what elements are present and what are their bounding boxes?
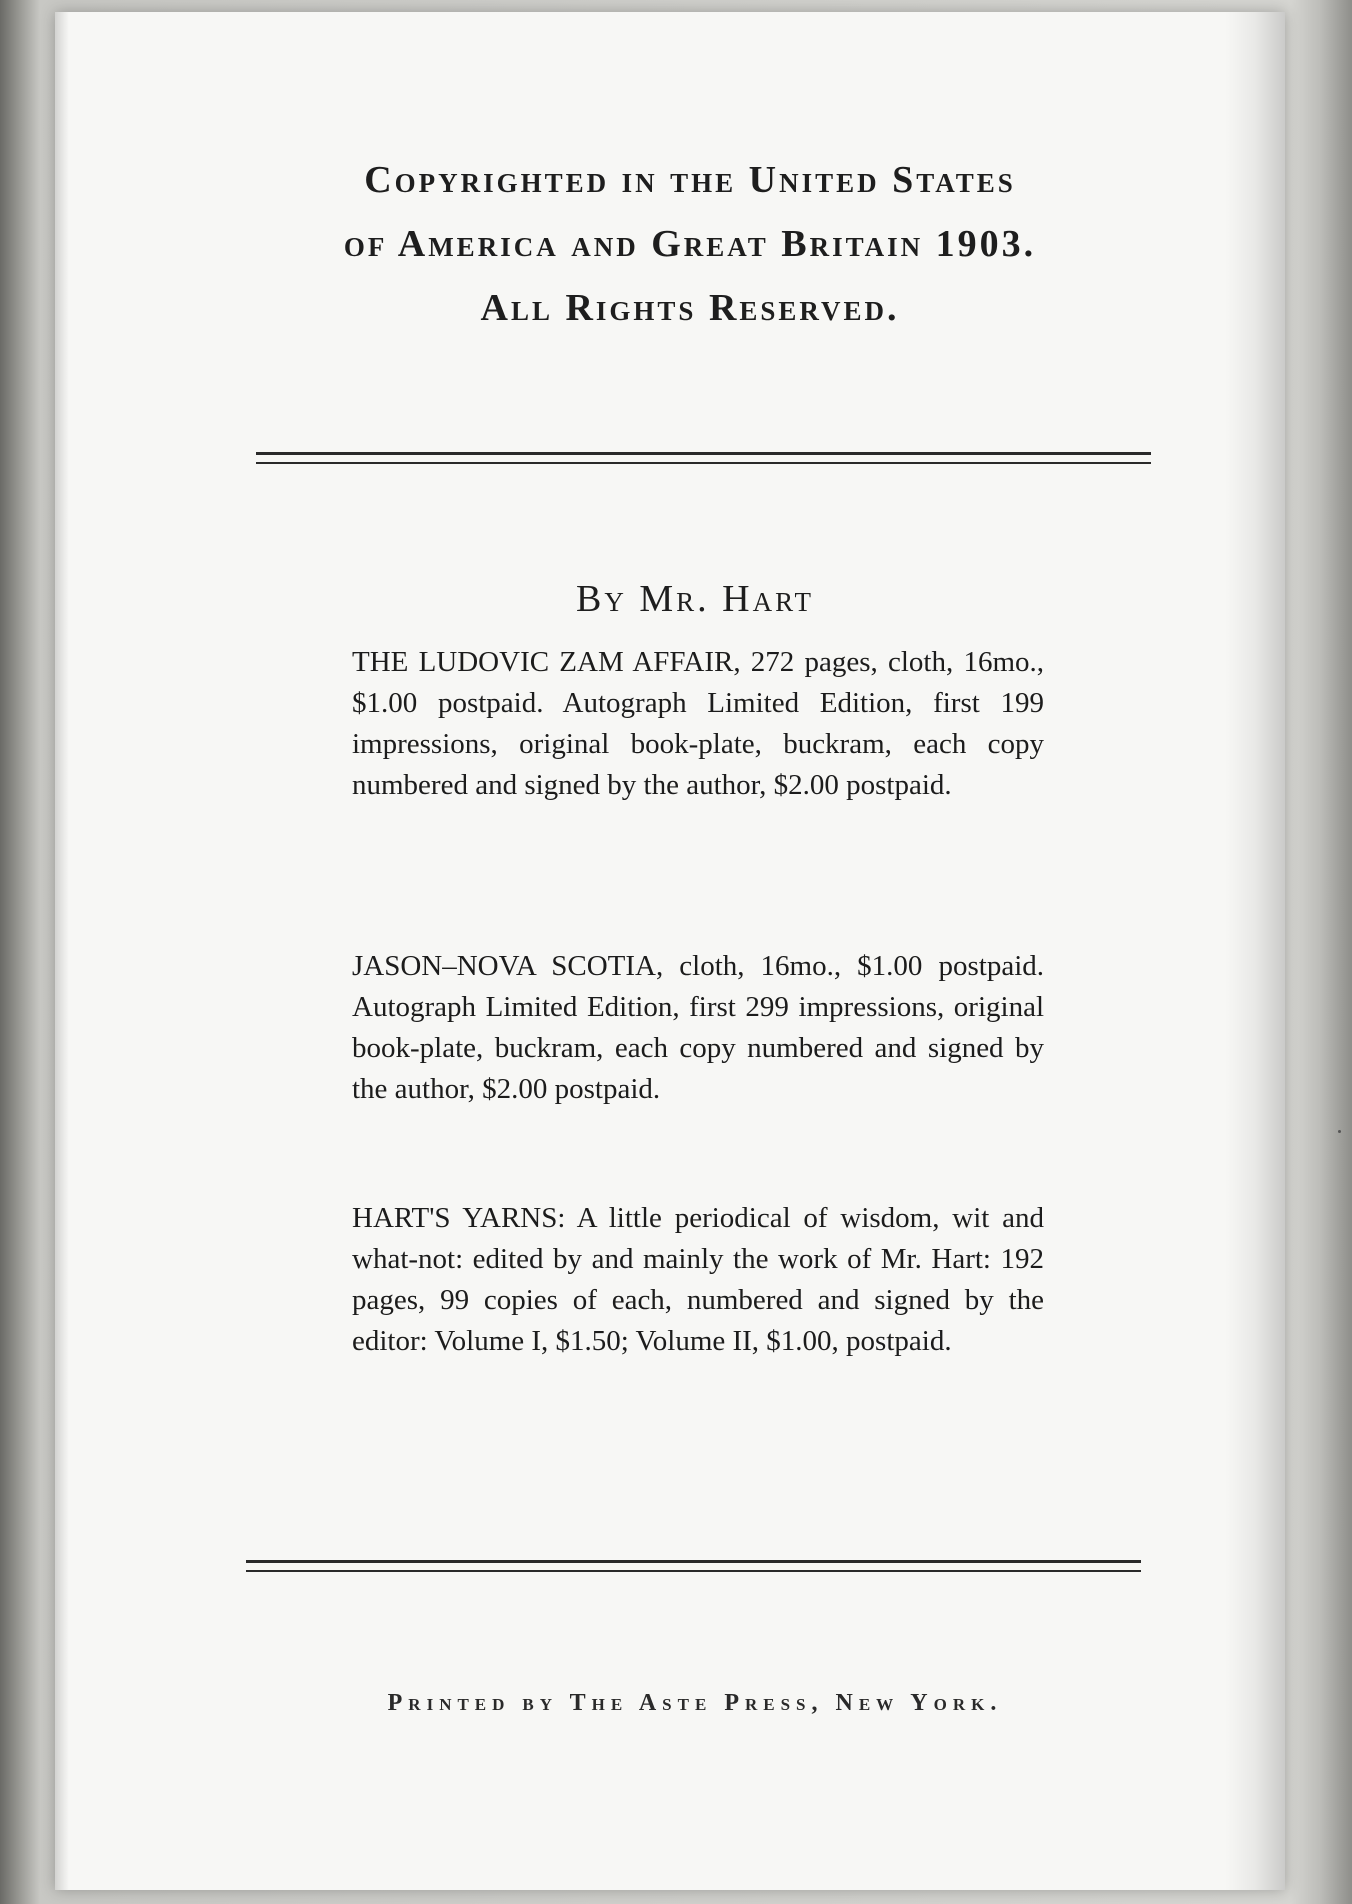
page-edge-shadow: [1225, 12, 1285, 1890]
byline-heading: By Mr. Hart: [576, 578, 814, 620]
copyright-line-3: All Rights Reserved.: [480, 287, 900, 329]
book-entry-harts-yarns: HART'S YARNS: A little periodical of wisdom, wit and what-not: edited by and mainly the work of Mr. Hart: 192 pages, 99 copies of each, numbered and signed by the editor: Volume I, $1.50; Volume II, $1.00, postpaid.: [352, 1202, 1044, 1357]
page-gutter-shadow: [55, 12, 69, 1890]
divider-bottom: [246, 1560, 1141, 1572]
book-entry-jason-nova-scotia: JASON–NOVA SCOTIA, cloth, 16mo., $1.00 postpaid. Autograph Limited Edition, first 299 impressions, original book-plate, buckram, each copy numbered and signed by the author, $2.00 postpaid.: [352, 950, 1044, 1105]
scan-speck: [1338, 1130, 1341, 1133]
copyright-line-2: of America and Great Britain 1903.: [343, 223, 1037, 265]
divider-top: [256, 452, 1151, 464]
printer-imprint: Printed by The Aste Press, New York.: [387, 1690, 1003, 1716]
copyright-notice: [200, 148, 1180, 340]
book-entry-ludovic-zam: THE LUDOVIC ZAM AFFAIR, 272 pages, cloth, 16mo., $1.00 postpaid. Autograph Limited Edition, first 199 impressions, original book-plate, buckram, each copy numbered and signed by the author, $2.00 postpaid.: [352, 646, 1044, 801]
copyright-line-1: Copyrighted in the United States: [364, 159, 1016, 201]
